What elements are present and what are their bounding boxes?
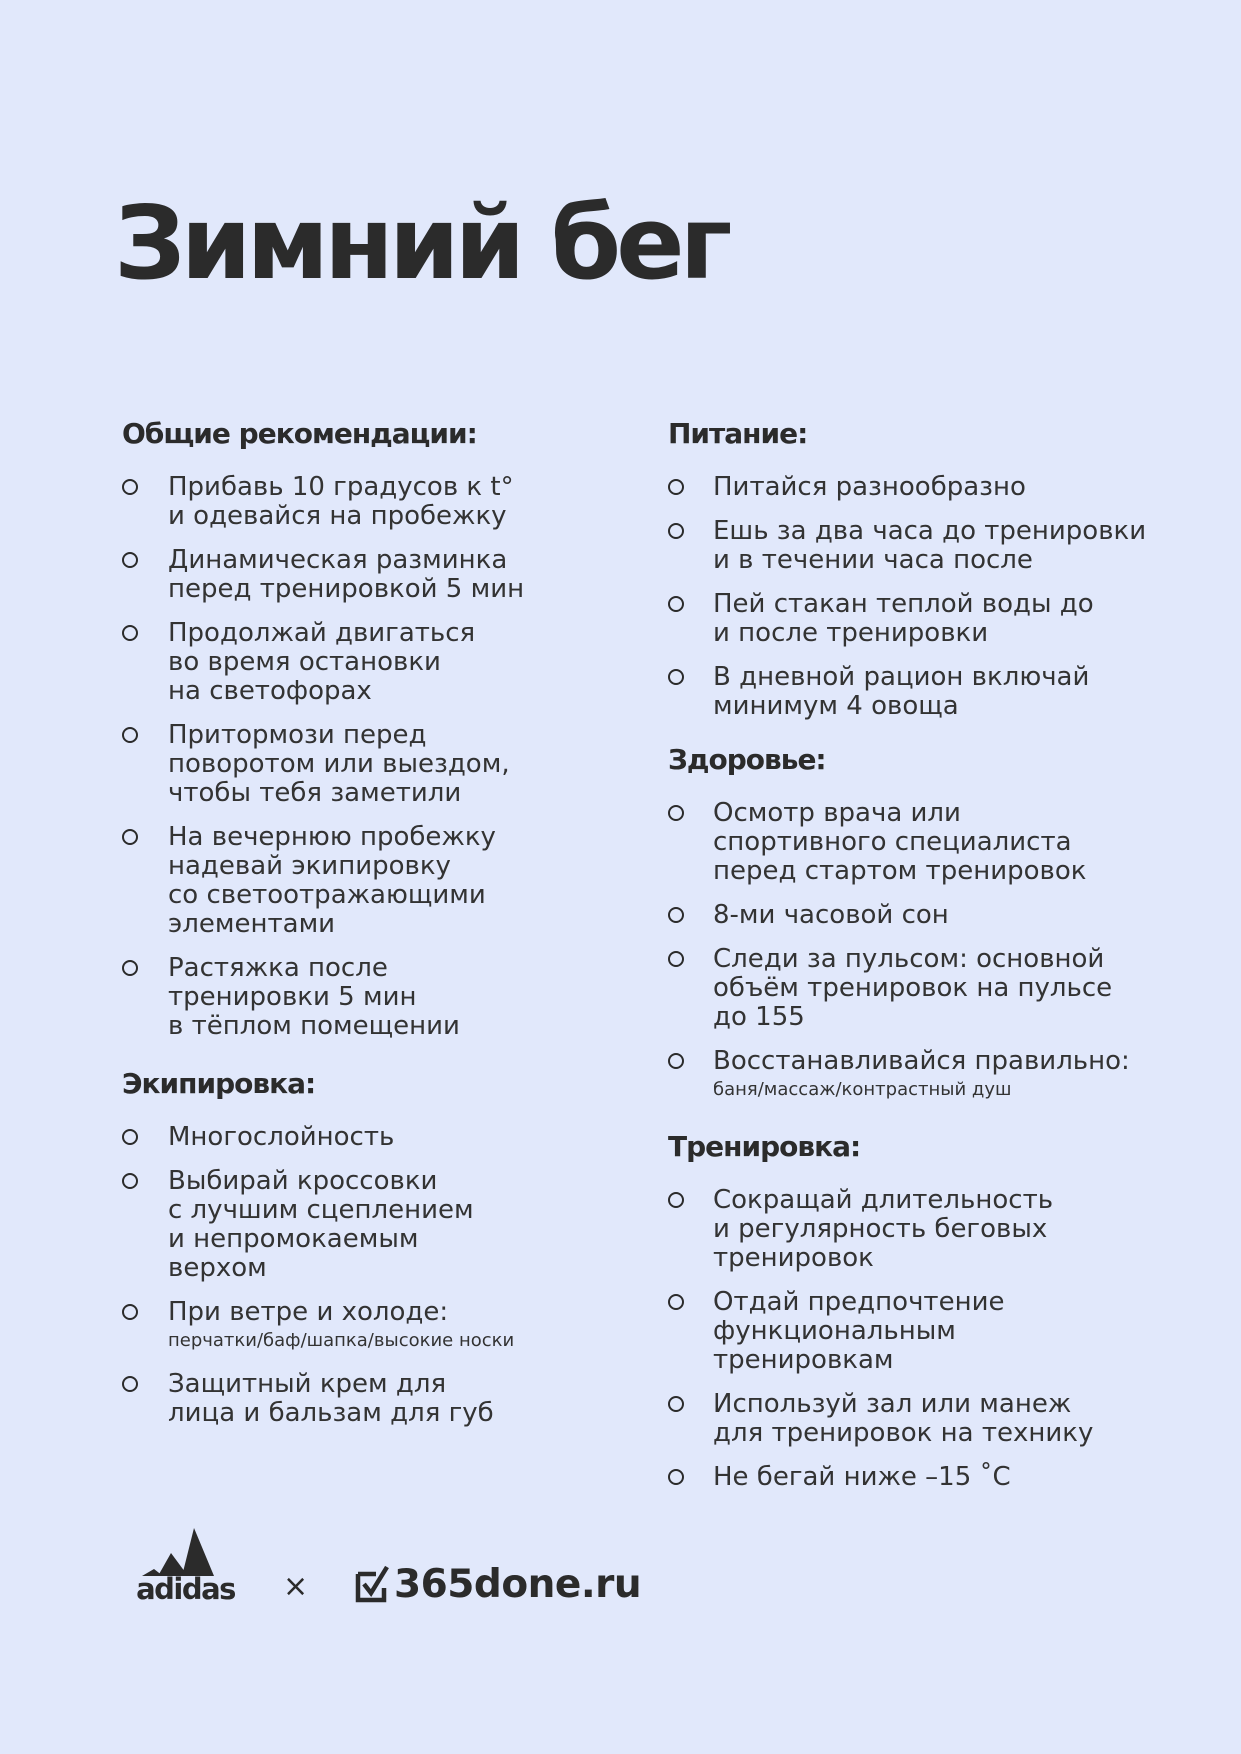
list-item-text: Ешь за два часа до тренировки и в течении часа после	[713, 516, 1147, 575]
list-item-text: Пей стакан теплой воды до и после тренировки	[713, 589, 1094, 648]
circle-bullet-icon	[122, 625, 138, 641]
list-item	[122, 619, 652, 706]
circle-bullet-icon	[668, 907, 684, 923]
circle-bullet-icon	[122, 479, 138, 495]
section-heading-equipment: Экипировка:	[122, 1067, 316, 1100]
circle-bullet-icon	[668, 1053, 684, 1069]
list-item	[122, 823, 652, 939]
list-item-text: Сокращай длительность и регулярность беговых тренировок	[713, 1185, 1054, 1273]
section-equipment	[122, 1064, 652, 1428]
circle-bullet-icon	[668, 1294, 684, 1310]
list-item-text: На вечернюю пробежку надевай экипировку со светоотражающими элементами	[168, 822, 496, 939]
list-item-text: При ветре и холоде:	[168, 1297, 449, 1327]
left-column	[122, 414, 652, 1443]
list-item	[122, 473, 652, 531]
list-item	[668, 517, 1228, 575]
section-heading-nutrition: Питание:	[668, 417, 808, 450]
circle-bullet-icon	[122, 829, 138, 845]
section-health	[668, 740, 1228, 1104]
times-separator: ×	[283, 1569, 309, 1604]
section-heading-training: Тренировка:	[668, 1130, 861, 1163]
list-item	[122, 954, 652, 1041]
list-item-text: Питайся разнообразно	[713, 472, 1026, 502]
list-item	[668, 901, 1228, 930]
list-item	[122, 1298, 652, 1355]
list-item	[122, 1123, 652, 1152]
circle-bullet-icon	[668, 669, 684, 685]
training-list	[668, 1186, 1228, 1492]
365done-wordmark: 365done.ru	[394, 1562, 642, 1607]
circle-bullet-icon	[668, 951, 684, 967]
list-item-text: Прибавь 10 градусов к t° и одевайся на пробежку	[168, 472, 514, 531]
circle-bullet-icon	[668, 1396, 684, 1412]
list-item-text: Защитный крем для лица и бальзам для губ	[168, 1369, 494, 1428]
section-heading-health: Здоровье:	[668, 743, 826, 776]
circle-bullet-icon	[122, 1173, 138, 1189]
list-item-text: Следи за пульсом: основной объём тренировок на пульсе до 155	[713, 944, 1113, 1032]
circle-bullet-icon	[668, 1192, 684, 1208]
list-item-text: Продолжай двигаться во время остановки на светофорах	[168, 618, 476, 706]
section-general	[122, 414, 652, 1041]
list-item-note: перчатки/баф/шапка/высокие носки	[168, 1330, 515, 1351]
list-item	[668, 1186, 1228, 1273]
circle-bullet-icon	[668, 596, 684, 612]
list-item-text: Выбирай кроссовки с лучшим сцеплением и непромокаемым верхом	[168, 1166, 474, 1283]
list-item	[668, 799, 1228, 886]
circle-bullet-icon	[122, 1129, 138, 1145]
section-heading-general: Общие рекомендации:	[122, 417, 477, 450]
list-item-text: Многослойность	[168, 1122, 395, 1152]
nutrition-list	[668, 473, 1228, 721]
right-column	[668, 414, 1228, 1507]
circle-bullet-icon	[122, 1376, 138, 1392]
adidas-three-stripes-icon	[128, 1524, 243, 1576]
list-item-text: Растяжка после тренировки 5 мин в тёплом помещении	[168, 953, 460, 1041]
list-item	[668, 590, 1228, 648]
section-training	[668, 1127, 1228, 1492]
general-list	[122, 473, 652, 1041]
section-nutrition	[668, 414, 1228, 721]
list-item-text: Используй зал или манеж для тренировок на технику	[713, 1389, 1094, 1448]
list-item-text: Отдай предпочтение функциональным тренировкам	[713, 1287, 1005, 1375]
list-item	[122, 721, 652, 808]
circle-bullet-icon	[122, 727, 138, 743]
circle-bullet-icon	[122, 552, 138, 568]
list-item	[668, 473, 1228, 502]
adidas-wordmark: adidas	[136, 1572, 235, 1606]
list-item	[122, 1167, 652, 1283]
equipment-list	[122, 1123, 652, 1428]
list-item	[122, 1370, 652, 1428]
circle-bullet-icon	[668, 479, 684, 495]
checkbox-check-icon	[354, 1564, 392, 1604]
list-item-text: 8-ми часовой сон	[713, 900, 949, 930]
list-item-text: Восстанавливайся правильно:	[713, 1046, 1130, 1076]
list-item	[122, 546, 652, 604]
list-item-text: В дневной рацион включай минимум 4 овоща	[713, 662, 1090, 721]
circle-bullet-icon	[122, 1304, 138, 1320]
list-item-text: Динамическая разминка перед тренировкой 5 мин	[168, 545, 525, 604]
list-item-text: Не бегай ниже –15 ˚С	[713, 1462, 1011, 1492]
list-item-text: Притормози перед поворотом или выездом, чтобы тебя заметили	[168, 720, 510, 808]
page-title: Зимний бег	[114, 184, 728, 302]
circle-bullet-icon	[122, 960, 138, 976]
adidas-logo	[128, 1524, 243, 1604]
list-item	[668, 1047, 1228, 1104]
list-item	[668, 945, 1228, 1032]
health-list	[668, 799, 1228, 1104]
list-item	[668, 1288, 1228, 1375]
list-item	[668, 1463, 1228, 1492]
circle-bullet-icon	[668, 523, 684, 539]
list-item-text: Осмотр врача или спортивного специалиста перед стартом тренировок	[713, 798, 1087, 886]
list-item-note: баня/массаж/контрастный душ	[713, 1079, 1012, 1100]
list-item	[668, 663, 1228, 721]
circle-bullet-icon	[668, 1469, 684, 1485]
circle-bullet-icon	[668, 805, 684, 821]
list-item	[668, 1390, 1228, 1448]
